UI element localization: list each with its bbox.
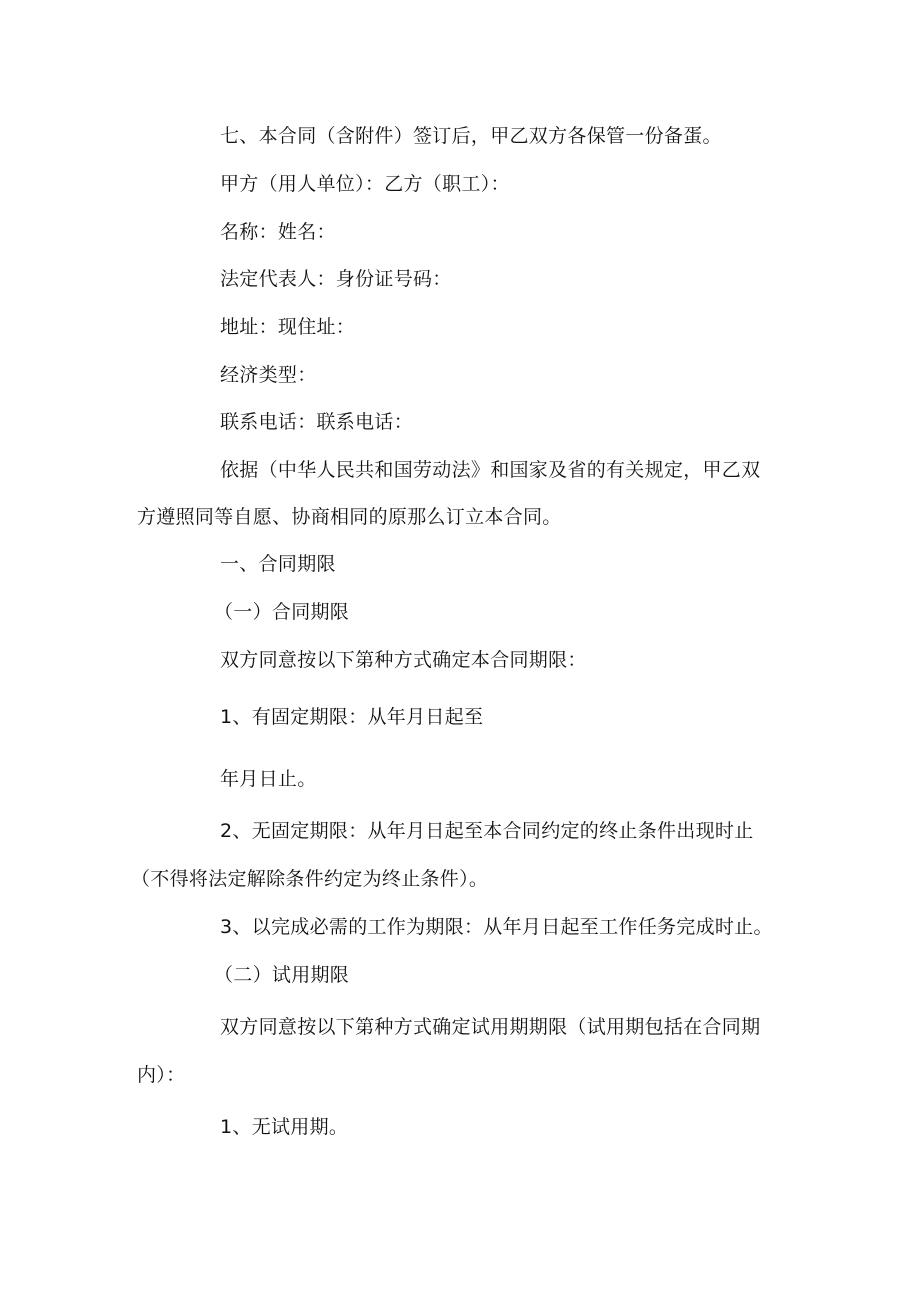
basis-paragraph-line-2: 方遵照同等自愿、协商相同的原那么订立本合同。 bbox=[137, 506, 562, 528]
section-one-heading: 一、合同期限 bbox=[220, 553, 336, 575]
fixed-term-option: 1、有固定期限：从年月日起至 bbox=[220, 706, 484, 728]
basis-paragraph-line-1: 依据（中华人民共和国劳动法》和国家及省的有关规定，甲乙双 bbox=[220, 459, 761, 481]
fixed-term-end: 年月日止。 bbox=[220, 768, 317, 790]
subsection-probation: （二）试用期限 bbox=[214, 964, 350, 986]
phone-label: 联系电话：联系电话： bbox=[220, 411, 414, 433]
address-label: 地址：现住址： bbox=[220, 316, 356, 338]
name-field-label: 名称：姓名： bbox=[220, 221, 336, 243]
task-term-option: 3、以完成必需的工作为期限：从年月日起至工作任务完成时止。 bbox=[220, 916, 773, 938]
subsection-contract-term: （一）合同期限 bbox=[214, 601, 350, 623]
economic-type-label: 经济类型： bbox=[220, 364, 317, 386]
clause-seven: 七、本合同（含附件）签订后，甲乙双方各保管一份备蛋。 bbox=[220, 125, 722, 147]
no-probation-option: 1、无试用期。 bbox=[220, 1116, 349, 1138]
term-method-text: 双方同意按以下第种方式确定本合同期限： bbox=[220, 649, 587, 671]
open-term-note: （不得将法定解除条件约定为终止条件）。 bbox=[131, 868, 489, 890]
open-term-option: 2、无固定期限：从年月日起至本合同约定的终止条件出现时止 bbox=[220, 820, 754, 842]
probation-method-line-2: 内）： bbox=[137, 1064, 186, 1086]
representative-id-label: 法定代表人：身份证号码： bbox=[220, 268, 452, 290]
probation-method-line-1: 双方同意按以下第种方式确定试用期期限（试用期包括在合同期 bbox=[220, 1016, 761, 1038]
party-header: 甲方（用人单位）：乙方（职工）： bbox=[220, 173, 510, 195]
